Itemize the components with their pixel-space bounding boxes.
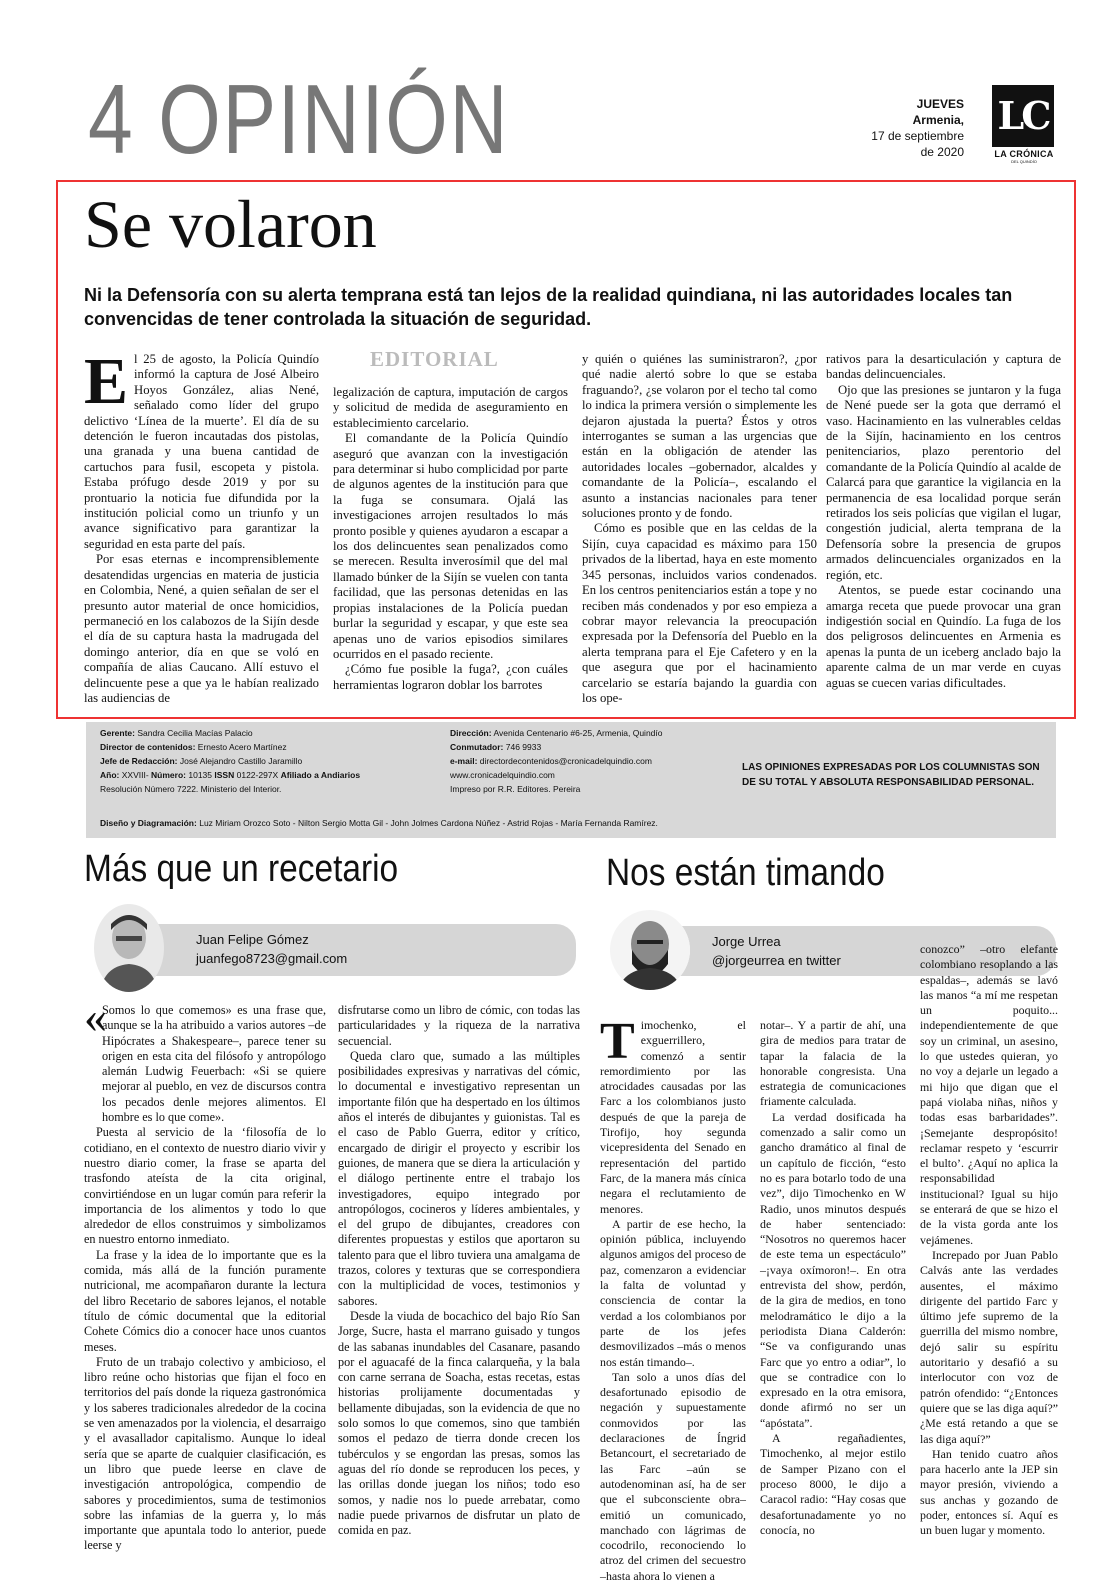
newspaper-logo	[992, 85, 1056, 164]
author-photo-right	[610, 910, 690, 990]
logo-name: LA CRÓNICA	[994, 149, 1054, 159]
date-city: Armenia,	[912, 113, 964, 127]
author-photo-left	[94, 904, 164, 992]
author-contact[interactable]: @jorgeurrea en twitter	[712, 953, 841, 968]
date-text: 17 de septiembre	[871, 129, 964, 143]
credits-left: Gerente: Sandra Cecilia Macías Palacio Director de contenidos: Ernesto Acero Martínez Jefe de Redacción: José Alejandro Castillo Jaramillo Año: XXVIII- Número: 10135 ISSN 0122-297X Afiliado a Andiarios Resolución Número 7222. Ministerio del Interior.	[100, 728, 361, 794]
email-link[interactable]: directordecontenidos@cronicadelquindio.com	[479, 756, 652, 766]
date-day: JUEVES	[916, 97, 964, 111]
logo-subtitle: DEL QUINDÍO	[1011, 159, 1037, 164]
credits-design: Diseño y Diagramación: Luz Miriam Orozco Soto - Nilton Sergio Motta Gil - John Jolmes Cardona Núñez - Astrid Rojas - María Fernanda Ramírez.	[100, 818, 658, 828]
author-name: Jorge Urrea	[712, 934, 781, 949]
date-year: de 2020	[920, 145, 964, 159]
paragraph: Han tenido cuatro años para hacerlo ante la JEP sin mayor presión, viviendo a sus anchas y gozando de poder, entonces sí. Aquí es un buen lugar y momento.	[920, 1446, 1058, 1538]
paragraph: Atentos, se puede estar cocinando una amarga receta que puede provocar una gran indigestión social en Quindío. La fuga de los dos peligrosos delincuentes en Armenia es apenas la punta de un iceberg anclado bajo la aparente calma de un mar verde en cuyas aguas se cuecen varias dificultades.	[826, 583, 1061, 690]
paragraph: y quién o quiénes las suministraron?, ¿por qué nadie alertó sobre lo que se estaba fraguando?, ¿se volaron por el techo tal como lo indica la primera versión o simplemente les dejaron ajustada la puerta? Éstos y otros interrogantes se suman a las urgencias que están en la obligación de atender las autoridades locales –gobernador, alcaldes y comandante de la Policía–, escalando el asunto a instancias nacionales para tener soluciones pronto y de fondo.	[582, 352, 817, 521]
paragraph: A partir de ese hecho, la opinión pública, incluyendo algunos amigos del proceso de paz, comenzaron a evidenciar la falta de voluntad y consciencia de contar la verdad a los colombianos por parte de los jefes desmovilizados –más o menos nos están timando–.	[600, 1216, 746, 1369]
column-left-text-2	[338, 1003, 580, 1538]
paragraph: Queda claro que, sumado a las múltiples posibilidades expresivas y narrativas del cómic, lo documental e investigativo representan un importante filón que ha despertado en los últimos años el interés de dibujantes y guionistas. Tal es el caso de Pablo Guerra, editor y crítico, encargado de dirigir el proyecto y escribir los guiones, de manera que se diera la articulación y el diálogo pertinente entre el trabajo los investigadores, equipo integrado por antropólogos, cocineros y líderes ambientales, y el del grupo de dibujantes, creadores con diferentes propuestas y estilos que aportaron su talento para que el libro tuviera una amalgama de trazos, colores y texturas que se correspondiera con la multiplicidad de voces, testimonios y sabores.	[338, 1048, 580, 1308]
byline-right	[712, 932, 841, 970]
opinion-disclaimer: LAS OPINIONES EXPRESADAS POR LOS COLUMNISTAS SON DE SU TOTAL Y ABSOLUTA RESPONSABILIDAD PERSONAL.	[742, 762, 1040, 788]
paragraph: Cómo es posible que en las celdas de la Sijín, cuya capacidad es máximo para 150 privados de la libertad, haya en este momento 345 personas, incluidos varios condenados. En los centros penitenciarios están a tope y no reciben más condenados y por eso empieza a cobrar mayor relevancia la preocupación expresada por la Defensoría del Pueblo en la alerta temprana para el Eje Cafetero y en la que asegura que por el hacinamiento carcelario se estaría bajando la guardia con los ope-	[582, 521, 817, 705]
section-title: 4 OPINIÓN	[88, 64, 510, 174]
editorial-column-1	[84, 345, 319, 706]
logo-mark: LC	[992, 85, 1054, 147]
paragraph: notar–. Y a partir de ahí, una gira de medios para tratar de tapar la falacia de la honorable congresista. Una estrategia de comunicaciones friamente calculada.	[760, 1018, 906, 1109]
editorial-lead: Ni la Defensoría con su alerta temprana está tan lejos de la realidad quindiana, ni las autoridades locales tan convencidas de tener controlada la situación de seguridad.	[84, 285, 1013, 329]
editorial-title: Se volaron	[84, 186, 377, 262]
author-portrait-icon	[610, 910, 690, 990]
quote-mark: «	[84, 991, 107, 1042]
paragraph: l 25 de agosto, la Policía Quindío informó la captura de José Albeiro Hoyos González, alias Nené, señalado como líder del grupo delictivo ‘Línea de la muerte’. El día de su detención le fueron incautadas dos pistolas, una granada y una buena cantidad de cartuchos para fusil, escopeta y pistola. Estaba prófugo desde 2019 y por su prontuario la noticia fue difundida por la institución policial como un triunfo y un avance significativo para garantizar la seguridad en esta parte del país.	[84, 352, 319, 551]
paragraph: A regañadientes, Timochenko, al mejor estilo de Samper Pizano con el proceso 8000, le dijo a Caracol radio: “Hay cosas que desafortunadamente yo no conocía, no	[760, 1431, 906, 1537]
paragraph: ¿Cómo fue posible la fuga?, ¿con cuáles herramientas lograron doblar los barrotes	[333, 662, 568, 692]
byline-left	[196, 930, 347, 968]
editorial-column-3	[582, 352, 817, 706]
paragraph: El comandante de la Policía Quindío aseguró que avanzan con la investigación para determinar si hubo complicidad por parte de algunos agentes de la institución para que la fuga se consumara. Ojalá las investigaciones arrojen resultados lo más pronto posible y quienes ayudaron a escapar a los dos delincuentes sean penalizados como se merecen. Resulta inverosímil que del mal llamado búnker de la Sijín se vuelen con tanta facilidad, que las personas detenidas en las propias instalaciones de la Policía puedan burlar la seguridad y escapar, y que este sea apenas uno de varios episodios similares ocurridos en el pasado reciente.	[333, 431, 568, 661]
column-title-left: Más que un recetario	[84, 848, 399, 890]
column-right-text-2	[760, 1018, 906, 1538]
website-link[interactable]: www.cronicadelquindio.com	[450, 770, 555, 780]
paragraph: Somos lo que comemos» es una frase que, aunque se la ha atribuido a varios autores –de Hipócrates a Shakespeare–, parece tener su origen en esta cita del filósofo y antropólogo alemán Ludwig Feuerbach: «Si se quiere mejorar al pueblo, en vez de discursos contra los pecados denle mejores alimentos. El hombre es lo que come».	[102, 1003, 326, 1125]
paragraph: conozco” –otro elefante colombiano resoplando a las espaldas–, además se lavó las manos “a mí me respetan un poquito... independientemente de que soy un criminal, un asesino, lo que ustedes quieran, yo no voy a dejarle un legado a mi hijo que digan que el papá violaba niñas, niños y todas esas barbaridades”. ¡Semejante despropósito! reclamar respeto y ‘escurrir el bulto’. ¿Aquí no aplica la responsabilidad institucional? Igual su hijo se enterará de que se hizo el de la vista gorda ante los vejámenes.	[920, 942, 1058, 1247]
column-left-text-1	[84, 1003, 326, 1554]
paragraph: Puesta al servicio de la ‘filosofía de lo cotidiano, en el contexto de nuestro diario vivir y nuestro diario comer, la frase se aparta del trasfondo ateísta de la cita original, convirtiéndose en un lugar común para referir la importancia de los alimentos y todo lo que alrededor de ellos construimos y simbolizamos en nuestro entorno inmediato.	[84, 1125, 326, 1247]
paragraph: Desde la viuda de bocachico del bajo Río San Jorge, Sucre, hasta el marrano guisado y tungos de las sabanas inundables del Casanare, pasando por el aguacafé de la finca calarqueña, y la bala con carne serrana de Soacha, estas recetas, estas historias prolijamente documentadas y bellamente dibujadas, son la evidencia de que no solo somos lo que comemos, sino que también somos el pedazo de tierra donde crecen los tubérculos y se engordan las presas, somos las aguas del río donde se reproducen los peces, y las orillas donde juegan los niños; todo eso somos, y nadie nos lo puede arrebatar, como nadie puede privarnos de disfrutar un plato de comida en paz.	[338, 1308, 580, 1538]
paragraph: La frase y la idea de lo importante que es la comida, más allá de la función puramente nutricional, me acompañaron durante la lectura del libro Recetario de sabores lejanos, el notable título de cómic documental que la editorial Cohete Cómics dio a conocer hace unos cuantos meses.	[84, 1247, 326, 1354]
credits-middle: Dirección: Avenida Centenario #6-25, Armenia, Quindío Conmutador: 746 9933 e-mail: directordecontenidos@cronicadelquindio.com www.cronicadelquindio.com Impreso por R.R. Editores. Pereira	[450, 728, 663, 794]
paragraph: legalización de captura, imputación de cargos y solicitud de medida de aseguramiento en establecimiento carcelario.	[333, 385, 568, 430]
paragraph: disfrutarse como un libro de cómic, con todas las particularidades y la riqueza de la narrativa secuencial.	[338, 1003, 580, 1048]
column-right-text-3	[920, 942, 1058, 1539]
paragraph: Tan solo a unos días del desafortunado episodio de negación y supuestamente conmovidos por las declaraciones de Íngrid Betancourt, el secretariado de las Farc –aún se autodenominan así, ha de ser que el subconsciente obra– emitió un comunicado, manchado con lágrimas de cocodrilo, reconociendo lo atroz del crimen del secuestro –hasta ahora lo vienen a	[600, 1369, 746, 1583]
author-contact[interactable]: juanfego8723@gmail.com	[196, 951, 348, 966]
paragraph: Ojo que las presiones se juntaron y la fuga de Nené puede ser la gota que derramó el vaso. Hacinamiento en las vulnerables celdas de la Sijín, hacinamiento en los centros penitenciarios, plazo perentorio del comandante de la Policía Quindío al acalde de Calarcá para que garantice la vigilancia en la permanencia de esa localidad porque serán retirados los seis policías que vigilan el lugar, congestión judicial, alerta temprana de la Defensoría sobre la presencia de grupos armados delincuenciales organizados en la región, etc.	[826, 382, 1061, 582]
author-portrait-icon	[94, 904, 164, 992]
editorial-column-2	[333, 385, 568, 693]
editorial-dropcap: E	[84, 345, 129, 418]
paragraph: imochenko, el exguerrillero, comenzó a sentir remordimiento por las atrocidades causadas por las Farc a los colombianos justo después de que la pareja de Tirofijo, hoy segunda vicepresidenta del Senado en representación del partido Farc, de la manera más cínica negara el reclutamiento de menores.	[600, 1018, 746, 1216]
editorial-kicker: EDITORIAL	[370, 347, 499, 371]
paragraph: Increpado por Juan Pablo Calvás ante las verdades ausentes, el máximo dirigente del partido Farc y último jefe supremo de la guerrilla del mismo nombre, dejó salir su espíritu autoritario y desafió a su interlocutor con voz de patrón ofendido: “¿Entonces quiere que se las diga aquí?” ¿Me está retando a que se las diga aquí?”	[920, 1247, 1058, 1446]
paragraph: rativos para la desarticulación y captura de bandas delincuenciales.	[826, 352, 1061, 382]
date-block	[871, 96, 964, 160]
editorial-column-4	[826, 352, 1061, 691]
paragraph: La verdad dosificada ha comenzado a salir como un gancho dramático al final de un capítulo de ficción, “esto no es para botarlo todo de una vez”, dijo Timochenko en W Radio, unos minutos después de haber sentenciado: “Nosotros no queremos hacer de este tema un espectáculo” –¡vaya oxímoron!–. En otra entrevista del show, perdón, de la gira de medios, en tono melodramático le dijo a la periodista Diana Calderón: “Se va configurando unas Farc que yo entro a odiar”, lo que se contradice con lo expresado en la otra emisora, donde afirmó no ser un “apóstata”.	[760, 1109, 906, 1430]
paragraph: Fruto de un trabajo colectivo y ambicioso, el libro reúne ocho historias que fijan el foco en territorios del país donde la riqueza gastronómica y los saberes tradicionales alrededor de la cocina se ven amenazados por la violencia, el desarraigo y el avasallador capitalismo. Aunque lo ideal sería que se aparte de cualquier clasificación, es un libro que puede leerse en clave de investigación antropológica, compendio de sabores y procedimientos, suma de testimonios sobre las infamias de la guerra y, lo más importante que apuntala todo lo anterior, puede leerse y	[84, 1354, 326, 1553]
author-name: Juan Felipe Gómez	[196, 932, 309, 947]
column-right-text-1	[600, 1013, 746, 1584]
column-dropcap: T	[600, 1013, 635, 1070]
column-title-right: Nos están timando	[606, 852, 885, 894]
paragraph: Por esas eternas e incomprensiblemente desatendidas urgencias en materia de justicia en Colombia, Nené, a quien señalan de ser el presunto autor material de once homicidios, permaneció en los calabozos de la Sijín desde el día de su captura hasta la madrugada del domingo anterior, día en que se voló en compañía de alias Caucano. Allí estuvo el delincuente pese a que ya le habían realizado las audiencias de	[84, 552, 319, 705]
